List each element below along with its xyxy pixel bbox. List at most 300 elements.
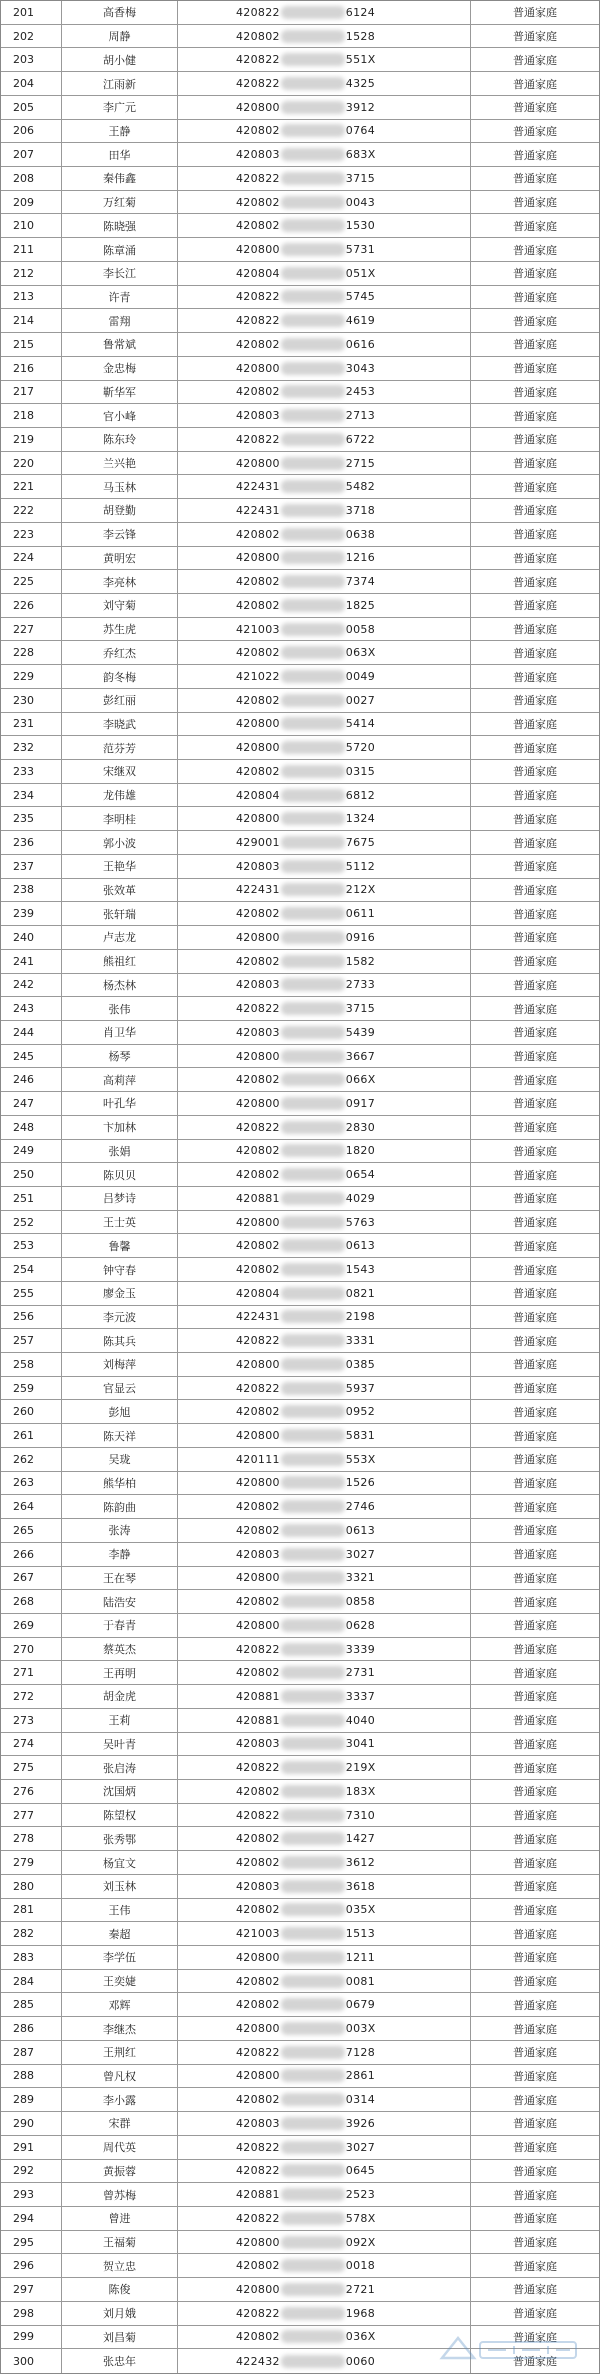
row-number: 217 xyxy=(13,385,34,399)
applicant-name: 彭旭 xyxy=(61,1400,177,1423)
applicant-name: 周代英 xyxy=(61,2136,177,2159)
table-row xyxy=(1,1068,599,1092)
id-number xyxy=(177,72,470,95)
household-type: 普通家庭 xyxy=(470,1234,599,1257)
table-row xyxy=(1,1567,599,1591)
id-redaction-blur xyxy=(281,1026,345,1039)
id-prefix: 420800 xyxy=(236,741,280,755)
id-prefix: 420802 xyxy=(236,1595,280,1609)
table-row xyxy=(1,1424,599,1448)
id-suffix: 578X xyxy=(345,2211,376,2225)
row-number: 251 xyxy=(13,1191,34,1205)
id-prefix: 420881 xyxy=(236,2188,280,2202)
id-redaction-blur xyxy=(281,2141,345,2154)
id-redaction-blur xyxy=(281,694,345,707)
table-row xyxy=(1,855,599,879)
household-type: 普通家庭 xyxy=(470,452,599,475)
id-number xyxy=(177,2207,470,2230)
household-type: 普通家庭 xyxy=(470,2278,599,2301)
applicant-name: 卞加林 xyxy=(61,1116,177,1139)
id-prefix: 422431 xyxy=(236,883,280,897)
table-row xyxy=(1,1709,599,1733)
table-row xyxy=(1,1448,599,1472)
id-redaction-blur xyxy=(281,101,345,114)
applicant-name: 万红菊 xyxy=(61,191,177,214)
table-row xyxy=(1,1258,599,1282)
row-number: 244 xyxy=(13,1025,34,1039)
id-suffix: 3715 xyxy=(345,171,375,185)
id-number xyxy=(177,2278,470,2301)
id-number xyxy=(177,428,470,451)
id-redaction-blur xyxy=(281,1927,345,1940)
id-number xyxy=(177,381,470,404)
applicant-name: 陈韵曲 xyxy=(61,1495,177,1518)
id-prefix: 420802 xyxy=(236,1998,280,2012)
id-suffix: 1324 xyxy=(345,812,375,826)
id-number xyxy=(177,926,470,949)
id-redaction-blur xyxy=(281,1192,345,1205)
id-redaction-blur xyxy=(281,2212,345,2225)
household-type: 普通家庭 xyxy=(470,1448,599,1471)
household-type: 普通家庭 xyxy=(470,191,599,214)
id-suffix: 0058 xyxy=(345,622,375,636)
table-row xyxy=(1,594,599,618)
household-type: 普通家庭 xyxy=(470,1187,599,1210)
id-redaction-blur xyxy=(281,2022,345,2035)
household-type: 普通家庭 xyxy=(470,2041,599,2064)
id-suffix: 2523 xyxy=(345,2188,375,2202)
applicant-name: 刘月娥 xyxy=(61,2302,177,2325)
id-redaction-blur xyxy=(281,907,345,920)
id-suffix: 4619 xyxy=(345,314,375,328)
applicant-name: 李学伍 xyxy=(61,1946,177,1969)
id-prefix: 420802 xyxy=(236,1784,280,1798)
id-prefix: 420822 xyxy=(236,1120,280,1134)
row-number: 224 xyxy=(13,551,34,565)
id-prefix: 420822 xyxy=(236,2045,280,2059)
id-redaction-blur xyxy=(281,551,345,564)
id-prefix: 420802 xyxy=(236,195,280,209)
row-number: 255 xyxy=(13,1286,34,1300)
id-suffix: 7310 xyxy=(345,1808,375,1822)
row-number: 262 xyxy=(13,1452,34,1466)
household-type: 普通家庭 xyxy=(470,1519,599,1542)
household-type: 普通家庭 xyxy=(470,879,599,902)
applicant-name: 胡登勤 xyxy=(61,499,177,522)
table-row xyxy=(1,1946,599,1970)
id-prefix: 420800 xyxy=(236,930,280,944)
id-suffix: 0858 xyxy=(345,1595,375,1609)
id-suffix: 3715 xyxy=(345,1002,375,1016)
applicant-name: 乔红杰 xyxy=(61,641,177,664)
row-number: 245 xyxy=(13,1049,34,1063)
id-redaction-blur xyxy=(281,290,345,303)
applicant-name: 刘昌菊 xyxy=(61,2326,177,2349)
table-row xyxy=(1,143,599,167)
row-number: 222 xyxy=(13,503,34,517)
household-type: 普通家庭 xyxy=(470,997,599,1020)
applicant-name: 高香梅 xyxy=(61,1,177,24)
household-type: 普通家庭 xyxy=(470,2136,599,2159)
id-number xyxy=(177,760,470,783)
row-number: 292 xyxy=(13,2164,34,2178)
applicant-name: 沈国炳 xyxy=(61,1780,177,1803)
applicant-name: 曾进 xyxy=(61,2207,177,2230)
id-suffix: 3043 xyxy=(345,361,375,375)
applicant-name: 雷翔 xyxy=(61,309,177,332)
id-suffix: 5414 xyxy=(345,717,375,731)
id-number xyxy=(177,1993,470,2016)
id-number xyxy=(177,2041,470,2064)
id-prefix: 420822 xyxy=(236,1381,280,1395)
id-redaction-blur xyxy=(281,1975,345,1988)
row-number: 266 xyxy=(13,1547,34,1561)
applicant-name: 李晓武 xyxy=(61,713,177,736)
household-type: 普通家庭 xyxy=(470,1258,599,1281)
id-redaction-blur xyxy=(281,1595,345,1608)
applicant-name: 龙伟雄 xyxy=(61,784,177,807)
table-row xyxy=(1,1021,599,1045)
applicant-name: 王在琴 xyxy=(61,1567,177,1590)
row-number: 264 xyxy=(13,1500,34,1514)
id-prefix: 420803 xyxy=(236,148,280,162)
table-row xyxy=(1,1685,599,1709)
id-redaction-blur xyxy=(281,528,345,541)
applicant-name: 王伟 xyxy=(61,1899,177,1922)
id-redaction-blur xyxy=(281,6,345,19)
id-number xyxy=(177,2136,470,2159)
id-number xyxy=(177,286,470,309)
applicant-name: 鲁常斌 xyxy=(61,333,177,356)
applicant-name: 曾苏梅 xyxy=(61,2183,177,2206)
table-row xyxy=(1,1495,599,1519)
id-number xyxy=(177,879,470,902)
table-row xyxy=(1,641,599,665)
id-suffix: 5763 xyxy=(345,1215,375,1229)
id-number xyxy=(177,831,470,854)
household-type: 普通家庭 xyxy=(470,1709,599,1732)
household-type: 普通家庭 xyxy=(470,143,599,166)
row-number: 221 xyxy=(13,480,34,494)
table-row xyxy=(1,238,599,262)
id-number xyxy=(177,499,470,522)
id-suffix: 3718 xyxy=(345,503,375,517)
id-suffix: 5439 xyxy=(345,1025,375,1039)
table-row xyxy=(1,1827,599,1851)
id-redaction-blur xyxy=(281,1216,345,1229)
id-redaction-blur xyxy=(281,77,345,90)
id-prefix: 420802 xyxy=(236,1168,280,1182)
applicant-name: 官显云 xyxy=(61,1377,177,1400)
id-prefix: 420800 xyxy=(236,2235,280,2249)
household-type: 普通家庭 xyxy=(470,523,599,546)
row-number: 234 xyxy=(13,788,34,802)
id-number xyxy=(177,2254,470,2277)
household-type: 普通家庭 xyxy=(470,2326,599,2349)
household-type: 普通家庭 xyxy=(470,333,599,356)
household-type: 普通家庭 xyxy=(470,1068,599,1091)
row-number: 298 xyxy=(13,2306,34,2320)
id-redaction-blur xyxy=(281,623,345,636)
id-prefix: 420802 xyxy=(236,1856,280,1870)
table-row xyxy=(1,1756,599,1780)
id-redaction-blur xyxy=(281,267,345,280)
id-suffix: 0049 xyxy=(345,670,375,684)
table-row xyxy=(1,902,599,926)
applicant-name: 张秀鄂 xyxy=(61,1827,177,1850)
id-number xyxy=(177,2231,470,2254)
id-prefix: 420822 xyxy=(236,5,280,19)
household-type: 普通家庭 xyxy=(470,120,599,143)
id-redaction-blur xyxy=(281,409,345,422)
table-row xyxy=(1,736,599,760)
id-prefix: 420800 xyxy=(236,1476,280,1490)
applicant-name: 刘玉林 xyxy=(61,1875,177,1898)
applicant-name: 胡金虎 xyxy=(61,1685,177,1708)
id-redaction-blur xyxy=(281,765,345,778)
id-redaction-blur xyxy=(281,717,345,730)
id-suffix: 0917 xyxy=(345,1096,375,1110)
id-prefix: 421003 xyxy=(236,622,280,636)
id-prefix: 420802 xyxy=(236,1405,280,1419)
id-prefix: 420881 xyxy=(236,1713,280,1727)
applicant-name: 江雨新 xyxy=(61,72,177,95)
row-number: 256 xyxy=(13,1310,34,1324)
id-suffix: 0654 xyxy=(345,1168,375,1182)
id-number xyxy=(177,452,470,475)
applicant-name: 陈其兵 xyxy=(61,1329,177,1352)
applicant-name: 宋群 xyxy=(61,2112,177,2135)
id-prefix: 420802 xyxy=(236,2330,280,2344)
table-row xyxy=(1,879,599,903)
id-prefix: 420800 xyxy=(236,1357,280,1371)
id-prefix: 420802 xyxy=(236,527,280,541)
id-redaction-blur xyxy=(281,860,345,873)
applicant-name: 李云锋 xyxy=(61,523,177,546)
applicant-name: 许青 xyxy=(61,286,177,309)
id-redaction-blur xyxy=(281,148,345,161)
id-suffix: 6812 xyxy=(345,788,375,802)
id-number xyxy=(177,1922,470,1945)
id-redaction-blur xyxy=(281,2117,345,2130)
row-number: 241 xyxy=(13,954,34,968)
household-type: 普通家庭 xyxy=(470,1400,599,1423)
id-redaction-blur xyxy=(281,362,345,375)
id-suffix: 2830 xyxy=(345,1120,375,1134)
id-suffix: 2731 xyxy=(345,1666,375,1680)
id-number xyxy=(177,807,470,830)
id-number xyxy=(177,1306,470,1329)
table-row xyxy=(1,784,599,808)
table-row xyxy=(1,96,599,120)
row-number: 285 xyxy=(13,1998,34,2012)
table-row xyxy=(1,1187,599,1211)
row-number: 263 xyxy=(13,1476,34,1490)
id-redaction-blur xyxy=(281,599,345,612)
applicant-name: 王静 xyxy=(61,120,177,143)
id-prefix: 420800 xyxy=(236,100,280,114)
table-row xyxy=(1,475,599,499)
household-type: 普通家庭 xyxy=(470,926,599,949)
id-prefix: 420822 xyxy=(236,2306,280,2320)
row-number: 243 xyxy=(13,1002,34,1016)
id-redaction-blur xyxy=(281,1382,345,1395)
row-number: 268 xyxy=(13,1595,34,1609)
id-redaction-blur xyxy=(281,646,345,659)
id-number xyxy=(177,1021,470,1044)
id-redaction-blur xyxy=(281,385,345,398)
table-row xyxy=(1,120,599,144)
table-row xyxy=(1,2254,599,2278)
id-suffix: 3321 xyxy=(345,1571,375,1585)
row-number: 287 xyxy=(13,2045,34,2059)
id-prefix: 420802 xyxy=(236,1903,280,1917)
id-prefix: 420881 xyxy=(236,1689,280,1703)
id-suffix: 003X xyxy=(345,2022,376,2036)
row-number: 299 xyxy=(13,2330,34,2344)
id-number xyxy=(177,1875,470,1898)
id-redaction-blur xyxy=(281,1761,345,1774)
id-redaction-blur xyxy=(281,219,345,232)
table-row xyxy=(1,333,599,357)
row-number: 254 xyxy=(13,1263,34,1277)
id-prefix: 420802 xyxy=(236,954,280,968)
table-row xyxy=(1,2065,599,2089)
table-row xyxy=(1,2088,599,2112)
household-type: 普通家庭 xyxy=(470,1282,599,1305)
applicant-name: 廖金玉 xyxy=(61,1282,177,1305)
id-prefix: 420802 xyxy=(236,1500,280,1514)
household-type: 普通家庭 xyxy=(470,1590,599,1613)
applicant-name: 陈章涌 xyxy=(61,238,177,261)
household-type: 普通家庭 xyxy=(470,167,599,190)
id-prefix: 420822 xyxy=(236,2211,280,2225)
id-suffix: 035X xyxy=(345,1903,376,1917)
applicant-name: 王艳华 xyxy=(61,855,177,878)
table-row xyxy=(1,760,599,784)
id-suffix: 4040 xyxy=(345,1713,375,1727)
id-prefix: 420802 xyxy=(236,764,280,778)
id-number xyxy=(177,950,470,973)
applicant-name: 陈天祥 xyxy=(61,1424,177,1447)
household-type: 普通家庭 xyxy=(470,665,599,688)
id-redaction-blur xyxy=(281,124,345,137)
id-suffix: 1968 xyxy=(345,2306,375,2320)
row-number: 288 xyxy=(13,2069,34,2083)
id-prefix: 420802 xyxy=(236,1144,280,1158)
household-type: 普通家庭 xyxy=(470,214,599,237)
row-number: 280 xyxy=(13,1879,34,1893)
id-number xyxy=(177,1946,470,1969)
id-redaction-blur xyxy=(281,670,345,683)
table-row xyxy=(1,452,599,476)
id-prefix: 422431 xyxy=(236,1310,280,1324)
row-number: 201 xyxy=(13,5,34,19)
id-prefix: 420803 xyxy=(236,978,280,992)
id-redaction-blur xyxy=(281,2283,345,2296)
id-suffix: 3027 xyxy=(345,1547,375,1561)
household-type: 普通家庭 xyxy=(470,736,599,759)
id-redaction-blur xyxy=(281,172,345,185)
row-number: 219 xyxy=(13,432,34,446)
household-type: 普通家庭 xyxy=(470,641,599,664)
table-row xyxy=(1,1329,599,1353)
applicant-name: 李继杰 xyxy=(61,2017,177,2040)
id-prefix: 421003 xyxy=(236,1927,280,1941)
id-number xyxy=(177,1140,470,1163)
id-suffix: 0385 xyxy=(345,1357,375,1371)
id-prefix: 420800 xyxy=(236,2022,280,2036)
table-row xyxy=(1,1970,599,1994)
id-prefix: 420802 xyxy=(236,2093,280,2107)
row-number: 227 xyxy=(13,622,34,636)
row-number: 290 xyxy=(13,2116,34,2130)
id-prefix: 420822 xyxy=(236,1334,280,1348)
id-number xyxy=(177,902,470,925)
applicant-name: 郭小波 xyxy=(61,831,177,854)
applicant-name: 杨杰林 xyxy=(61,974,177,997)
household-type: 普通家庭 xyxy=(470,689,599,712)
id-suffix: 0645 xyxy=(345,2164,375,2178)
applicant-name: 王士英 xyxy=(61,1211,177,1234)
table-row xyxy=(1,665,599,689)
table-row xyxy=(1,950,599,974)
row-number: 247 xyxy=(13,1096,34,1110)
table-row xyxy=(1,1116,599,1140)
household-type: 普通家庭 xyxy=(470,855,599,878)
id-number xyxy=(177,1211,470,1234)
household-type: 普通家庭 xyxy=(470,1567,599,1590)
table-row xyxy=(1,1851,599,1875)
id-prefix: 420800 xyxy=(236,1950,280,1964)
applicant-name: 李长江 xyxy=(61,262,177,285)
household-type: 普通家庭 xyxy=(470,1329,599,1352)
id-prefix: 420822 xyxy=(236,432,280,446)
id-suffix: 1528 xyxy=(345,29,375,43)
row-number: 275 xyxy=(13,1761,34,1775)
row-number: 272 xyxy=(13,1689,34,1703)
id-redaction-blur xyxy=(281,314,345,327)
id-suffix: 1820 xyxy=(345,1144,375,1158)
household-type: 普通家庭 xyxy=(470,1021,599,1044)
id-suffix: 3027 xyxy=(345,2140,375,2154)
applicant-name: 李明桂 xyxy=(61,807,177,830)
applicant-name: 蔡英杰 xyxy=(61,1638,177,1661)
table-row xyxy=(1,2183,599,2207)
household-type: 普通家庭 xyxy=(470,2017,599,2040)
id-number xyxy=(177,713,470,736)
id-redaction-blur xyxy=(281,2355,345,2368)
row-number: 242 xyxy=(13,978,34,992)
id-suffix: 3912 xyxy=(345,100,375,114)
id-number xyxy=(177,357,470,380)
table-row xyxy=(1,2136,599,2160)
household-type: 普通家庭 xyxy=(470,2254,599,2277)
household-type: 普通家庭 xyxy=(470,1946,599,1969)
id-number xyxy=(177,997,470,1020)
table-row xyxy=(1,831,599,855)
id-prefix: 420802 xyxy=(236,1666,280,1680)
table-row xyxy=(1,2112,599,2136)
id-prefix: 420800 xyxy=(236,1429,280,1443)
household-type: 普通家庭 xyxy=(470,950,599,973)
id-number xyxy=(177,2017,470,2040)
id-redaction-blur xyxy=(281,1714,345,1727)
row-number: 220 xyxy=(13,456,34,470)
id-prefix: 420822 xyxy=(236,1642,280,1656)
row-number: 212 xyxy=(13,266,34,280)
applicant-name: 李亮林 xyxy=(61,570,177,593)
